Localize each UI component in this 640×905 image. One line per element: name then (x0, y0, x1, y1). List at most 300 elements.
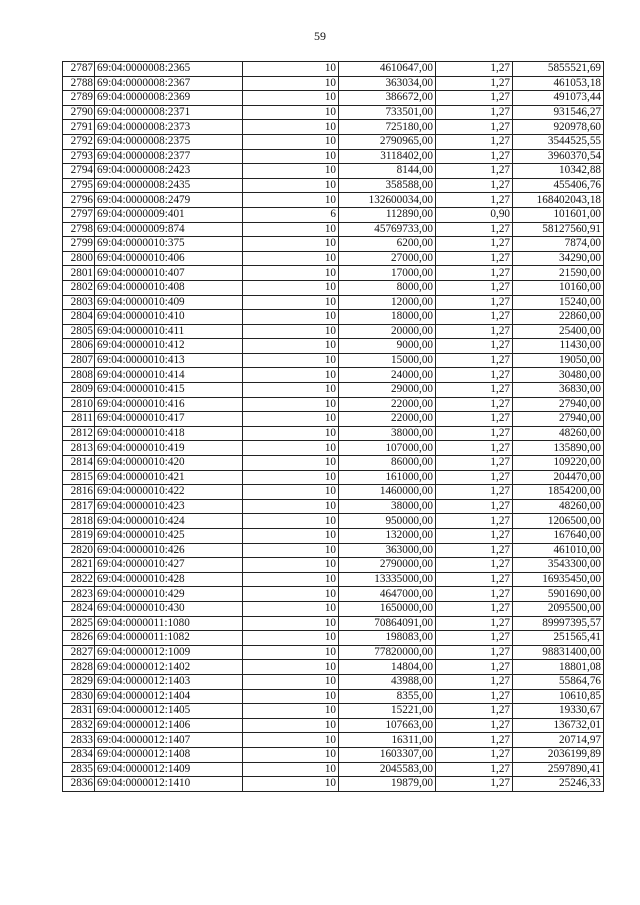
value-cell: 4647000,00 (339, 587, 436, 602)
cadastral-number-cell: 69:04:0000010:409 (95, 295, 243, 310)
row-number-cell: 2818 (63, 514, 95, 529)
cadastral-number-cell: 69:04:0000010:408 (95, 280, 243, 295)
row-number-cell: 2804 (63, 310, 95, 325)
category-cell: 10 (243, 120, 339, 135)
table-row (63, 324, 604, 339)
category-cell: 10 (243, 339, 339, 354)
row-number-cell: 2819 (63, 529, 95, 544)
category-cell: 10 (243, 266, 339, 281)
cadastral-number-cell: 69:04:0000010:416 (95, 397, 243, 412)
row-number-cell: 2833 (63, 733, 95, 748)
table-row (63, 178, 604, 193)
cadastral-number-cell: 69:04:0000010:425 (95, 529, 243, 544)
coefficient-cell: 1,27 (436, 310, 513, 325)
cadastral-number-cell: 69:04:0000012:1408 (95, 747, 243, 762)
table-row (63, 62, 604, 77)
coefficient-cell: 1,27 (436, 193, 513, 208)
category-cell: 10 (243, 441, 339, 456)
table-row (63, 631, 604, 646)
row-number-cell: 2791 (63, 120, 95, 135)
cadastral-number-cell: 69:04:0000012:1406 (95, 718, 243, 733)
table-row (63, 368, 604, 383)
table-row (63, 310, 604, 325)
category-cell: 10 (243, 237, 339, 252)
coefficient-cell: 1,27 (436, 543, 513, 558)
category-cell: 10 (243, 514, 339, 529)
category-cell: 10 (243, 91, 339, 106)
coefficient-cell: 1,27 (436, 134, 513, 149)
coefficient-cell: 1,27 (436, 499, 513, 514)
value-cell: 29000,00 (339, 383, 436, 398)
table-row (63, 207, 604, 222)
category-cell: 10 (243, 164, 339, 179)
value-cell: 198083,00 (339, 631, 436, 646)
total-cell: 3960370,54 (513, 149, 604, 164)
value-cell: 20000,00 (339, 324, 436, 339)
row-number-cell: 2809 (63, 383, 95, 398)
coefficient-cell: 1,27 (436, 91, 513, 106)
cadastral-number-cell: 69:04:0000011:1080 (95, 616, 243, 631)
total-cell: 251565,41 (513, 631, 604, 646)
value-cell: 725180,00 (339, 120, 436, 135)
coefficient-cell: 1,27 (436, 353, 513, 368)
row-number-cell: 2834 (63, 747, 95, 762)
cadastral-number-cell: 69:04:0000011:1082 (95, 631, 243, 646)
category-cell: 10 (243, 222, 339, 237)
category-cell: 10 (243, 295, 339, 310)
table-row (63, 426, 604, 441)
row-number-cell: 2801 (63, 266, 95, 281)
value-cell: 24000,00 (339, 368, 436, 383)
row-number-cell: 2800 (63, 251, 95, 266)
total-cell: 48260,00 (513, 499, 604, 514)
row-number-cell: 2814 (63, 456, 95, 471)
cadastral-number-cell: 69:04:0000008:2367 (95, 76, 243, 91)
category-cell: 10 (243, 747, 339, 762)
category-cell: 10 (243, 149, 339, 164)
coefficient-cell: 1,27 (436, 237, 513, 252)
category-cell: 10 (243, 616, 339, 631)
table-row (63, 762, 604, 777)
table-row (63, 441, 604, 456)
category-cell: 10 (243, 76, 339, 91)
row-number-cell: 2789 (63, 91, 95, 106)
coefficient-cell: 1,27 (436, 164, 513, 179)
coefficient-cell: 1,27 (436, 280, 513, 295)
coefficient-cell: 1,27 (436, 762, 513, 777)
cadastral-number-cell: 69:04:0000010:411 (95, 324, 243, 339)
row-number-cell: 2807 (63, 353, 95, 368)
cadastral-number-cell: 69:04:0000010:419 (95, 441, 243, 456)
row-number-cell: 2830 (63, 689, 95, 704)
table-row (63, 456, 604, 471)
row-number-cell: 2827 (63, 645, 95, 660)
total-cell: 55864,76 (513, 674, 604, 689)
table-body (63, 62, 604, 792)
table-row (63, 733, 604, 748)
coefficient-cell: 1,27 (436, 295, 513, 310)
category-cell: 10 (243, 412, 339, 427)
cadastral-number-cell: 69:04:0000010:422 (95, 485, 243, 500)
total-cell: 98831400,00 (513, 645, 604, 660)
coefficient-cell: 1,27 (436, 456, 513, 471)
coefficient-cell: 1,27 (436, 747, 513, 762)
total-cell: 19330,67 (513, 704, 604, 719)
value-cell: 132000,00 (339, 529, 436, 544)
category-cell: 10 (243, 193, 339, 208)
cadastral-number-cell: 69:04:0000012:1409 (95, 762, 243, 777)
cadastral-number-cell: 69:04:0000010:415 (95, 383, 243, 398)
value-cell: 950000,00 (339, 514, 436, 529)
total-cell: 27940,00 (513, 412, 604, 427)
category-cell: 10 (243, 762, 339, 777)
total-cell: 21590,00 (513, 266, 604, 281)
table-row (63, 193, 604, 208)
value-cell: 733501,00 (339, 105, 436, 120)
value-cell: 107663,00 (339, 718, 436, 733)
total-cell: 25246,33 (513, 777, 604, 792)
total-cell: 2597890,41 (513, 762, 604, 777)
total-cell: 10610,85 (513, 689, 604, 704)
total-cell: 135890,00 (513, 441, 604, 456)
total-cell: 3544525,55 (513, 134, 604, 149)
table-row (63, 76, 604, 91)
total-cell: 48260,00 (513, 426, 604, 441)
total-cell: 19050,00 (513, 353, 604, 368)
value-cell: 132600034,00 (339, 193, 436, 208)
coefficient-cell: 1,27 (436, 120, 513, 135)
total-cell: 18801,08 (513, 660, 604, 675)
cadastral-number-cell: 69:04:0000010:428 (95, 572, 243, 587)
coefficient-cell: 1,27 (436, 529, 513, 544)
coefficient-cell: 1,27 (436, 660, 513, 675)
row-number-cell: 2805 (63, 324, 95, 339)
table-row (63, 660, 604, 675)
cadastral-number-cell: 69:04:0000008:2371 (95, 105, 243, 120)
row-number-cell: 2826 (63, 631, 95, 646)
table-row (63, 529, 604, 544)
cadastral-number-cell: 69:04:0000012:1410 (95, 777, 243, 792)
value-cell: 8000,00 (339, 280, 436, 295)
cadastral-number-cell: 69:04:0000009:401 (95, 207, 243, 222)
value-cell: 17000,00 (339, 266, 436, 281)
category-cell: 10 (243, 777, 339, 792)
value-cell: 9000,00 (339, 339, 436, 354)
total-cell: 7874,00 (513, 237, 604, 252)
total-cell: 16935450,00 (513, 572, 604, 587)
table-row (63, 777, 604, 792)
category-cell: 10 (243, 397, 339, 412)
total-cell: 204470,00 (513, 470, 604, 485)
value-cell: 107000,00 (339, 441, 436, 456)
category-cell: 10 (243, 368, 339, 383)
category-cell: 6 (243, 207, 339, 222)
cadastral-number-cell: 69:04:0000010:426 (95, 543, 243, 558)
row-number-cell: 2792 (63, 134, 95, 149)
row-number-cell: 2790 (63, 105, 95, 120)
value-cell: 1650000,00 (339, 601, 436, 616)
total-cell: 10160,00 (513, 280, 604, 295)
total-cell: 1206500,00 (513, 514, 604, 529)
cadastral-table-container (62, 61, 604, 792)
category-cell: 10 (243, 543, 339, 558)
coefficient-cell: 1,27 (436, 222, 513, 237)
row-number-cell: 2836 (63, 777, 95, 792)
coefficient-cell: 1,27 (436, 558, 513, 573)
coefficient-cell: 1,27 (436, 514, 513, 529)
total-cell: 461010,00 (513, 543, 604, 558)
cadastral-number-cell: 69:04:0000010:414 (95, 368, 243, 383)
category-cell: 10 (243, 674, 339, 689)
category-cell: 10 (243, 426, 339, 441)
coefficient-cell: 1,27 (436, 777, 513, 792)
cadastral-number-cell: 69:04:0000010:412 (95, 339, 243, 354)
table-row (63, 704, 604, 719)
category-cell: 10 (243, 62, 339, 77)
coefficient-cell: 1,27 (436, 383, 513, 398)
cadastral-number-cell: 69:04:0000012:1402 (95, 660, 243, 675)
value-cell: 6200,00 (339, 237, 436, 252)
row-number-cell: 2808 (63, 368, 95, 383)
value-cell: 161000,00 (339, 470, 436, 485)
category-cell: 10 (243, 134, 339, 149)
row-number-cell: 2813 (63, 441, 95, 456)
cadastral-number-cell: 69:04:0000010:430 (95, 601, 243, 616)
total-cell: 3543300,00 (513, 558, 604, 573)
table-row (63, 353, 604, 368)
coefficient-cell: 1,27 (436, 485, 513, 500)
row-number-cell: 2832 (63, 718, 95, 733)
category-cell: 10 (243, 251, 339, 266)
row-number-cell: 2811 (63, 412, 95, 427)
table-row (63, 149, 604, 164)
value-cell: 70864091,00 (339, 616, 436, 631)
coefficient-cell: 1,27 (436, 178, 513, 193)
table-row (63, 514, 604, 529)
table-row (63, 397, 604, 412)
row-number-cell: 2829 (63, 674, 95, 689)
coefficient-cell: 1,27 (436, 324, 513, 339)
row-number-cell: 2796 (63, 193, 95, 208)
value-cell: 8355,00 (339, 689, 436, 704)
table-row (63, 91, 604, 106)
total-cell: 27940,00 (513, 397, 604, 412)
total-cell: 461053,18 (513, 76, 604, 91)
category-cell: 10 (243, 689, 339, 704)
row-number-cell: 2820 (63, 543, 95, 558)
value-cell: 14804,00 (339, 660, 436, 675)
category-cell: 10 (243, 485, 339, 500)
table-row (63, 718, 604, 733)
cadastral-number-cell: 69:04:0000010:413 (95, 353, 243, 368)
table-row (63, 164, 604, 179)
coefficient-cell: 1,27 (436, 368, 513, 383)
table-row (63, 280, 604, 295)
coefficient-cell: 1,27 (436, 76, 513, 91)
row-number-cell: 2812 (63, 426, 95, 441)
value-cell: 18000,00 (339, 310, 436, 325)
table-row (63, 339, 604, 354)
cadastral-number-cell: 69:04:0000010:421 (95, 470, 243, 485)
cadastral-number-cell: 69:04:0000010:417 (95, 412, 243, 427)
table-row (63, 499, 604, 514)
row-number-cell: 2825 (63, 616, 95, 631)
value-cell: 363034,00 (339, 76, 436, 91)
cadastral-number-cell: 69:04:0000010:375 (95, 237, 243, 252)
coefficient-cell: 1,27 (436, 572, 513, 587)
total-cell: 58127560,91 (513, 222, 604, 237)
table-row (63, 645, 604, 660)
row-number-cell: 2802 (63, 280, 95, 295)
cadastral-number-cell: 69:04:0000008:2423 (95, 164, 243, 179)
category-cell: 10 (243, 280, 339, 295)
value-cell: 2790000,00 (339, 558, 436, 573)
value-cell: 15000,00 (339, 353, 436, 368)
table-row (63, 470, 604, 485)
value-cell: 3118402,00 (339, 149, 436, 164)
table-row (63, 572, 604, 587)
cadastral-number-cell: 69:04:0000010:427 (95, 558, 243, 573)
cadastral-number-cell: 69:04:0000012:1405 (95, 704, 243, 719)
coefficient-cell: 1,27 (436, 397, 513, 412)
cadastral-number-cell: 69:04:0000012:1009 (95, 645, 243, 660)
category-cell: 10 (243, 631, 339, 646)
row-number-cell: 2798 (63, 222, 95, 237)
category-cell: 10 (243, 470, 339, 485)
coefficient-cell: 1,27 (436, 149, 513, 164)
table-row (63, 543, 604, 558)
coefficient-cell: 1,27 (436, 266, 513, 281)
value-cell: 2790965,00 (339, 134, 436, 149)
category-cell: 10 (243, 499, 339, 514)
table-row (63, 747, 604, 762)
table-row (63, 674, 604, 689)
cadastral-number-cell: 69:04:0000010:407 (95, 266, 243, 281)
category-cell: 10 (243, 733, 339, 748)
total-cell: 15240,00 (513, 295, 604, 310)
total-cell: 10342,88 (513, 164, 604, 179)
row-number-cell: 2815 (63, 470, 95, 485)
table-row (63, 222, 604, 237)
value-cell: 13335000,00 (339, 572, 436, 587)
total-cell: 36830,00 (513, 383, 604, 398)
table-row (63, 251, 604, 266)
cadastral-number-cell: 69:04:0000010:418 (95, 426, 243, 441)
cadastral-number-cell: 69:04:0000010:420 (95, 456, 243, 471)
cadastral-number-cell: 69:04:0000008:2373 (95, 120, 243, 135)
table-row (63, 412, 604, 427)
total-cell: 168402043,18 (513, 193, 604, 208)
value-cell: 8144,00 (339, 164, 436, 179)
value-cell: 1603307,00 (339, 747, 436, 762)
total-cell: 30480,00 (513, 368, 604, 383)
value-cell: 12000,00 (339, 295, 436, 310)
coefficient-cell: 1,27 (436, 631, 513, 646)
cadastral-number-cell: 69:04:0000010:423 (95, 499, 243, 514)
cadastral-number-cell: 69:04:0000008:2377 (95, 149, 243, 164)
table-row (63, 383, 604, 398)
category-cell: 10 (243, 383, 339, 398)
total-cell: 1854200,00 (513, 485, 604, 500)
total-cell: 2095500,00 (513, 601, 604, 616)
cadastral-number-cell: 69:04:0000009:874 (95, 222, 243, 237)
value-cell: 77820000,00 (339, 645, 436, 660)
total-cell: 920978,60 (513, 120, 604, 135)
value-cell: 363000,00 (339, 543, 436, 558)
value-cell: 86000,00 (339, 456, 436, 471)
value-cell: 16311,00 (339, 733, 436, 748)
row-number-cell: 2817 (63, 499, 95, 514)
row-number-cell: 2803 (63, 295, 95, 310)
total-cell: 5855521,69 (513, 62, 604, 77)
row-number-cell: 2816 (63, 485, 95, 500)
cadastral-number-cell: 69:04:0000008:2479 (95, 193, 243, 208)
category-cell: 10 (243, 587, 339, 602)
coefficient-cell: 1,27 (436, 704, 513, 719)
row-number-cell: 2788 (63, 76, 95, 91)
total-cell: 11430,00 (513, 339, 604, 354)
value-cell: 386672,00 (339, 91, 436, 106)
table-row (63, 295, 604, 310)
table-row (63, 601, 604, 616)
cadastral-table (62, 61, 604, 792)
category-cell: 10 (243, 660, 339, 675)
table-row (63, 134, 604, 149)
category-cell: 10 (243, 601, 339, 616)
total-cell: 109220,00 (513, 456, 604, 471)
category-cell: 10 (243, 456, 339, 471)
coefficient-cell: 1,27 (436, 339, 513, 354)
table-row (63, 105, 604, 120)
cadastral-number-cell: 69:04:0000008:2365 (95, 62, 243, 77)
coefficient-cell: 1,27 (436, 689, 513, 704)
cadastral-number-cell: 69:04:0000008:2369 (95, 91, 243, 106)
page-number: 59 (314, 29, 326, 43)
table-row (63, 558, 604, 573)
total-cell: 5901690,00 (513, 587, 604, 602)
category-cell: 10 (243, 572, 339, 587)
cadastral-number-cell: 69:04:0000012:1407 (95, 733, 243, 748)
row-number-cell: 2828 (63, 660, 95, 675)
table-row (63, 587, 604, 602)
total-cell: 89997395,57 (513, 616, 604, 631)
coefficient-cell: 1,27 (436, 601, 513, 616)
table-row (63, 266, 604, 281)
row-number-cell: 2797 (63, 207, 95, 222)
value-cell: 2045583,00 (339, 762, 436, 777)
coefficient-cell: 1,27 (436, 251, 513, 266)
cadastral-number-cell: 69:04:0000010:424 (95, 514, 243, 529)
coefficient-cell: 1,27 (436, 62, 513, 77)
row-number-cell: 2835 (63, 762, 95, 777)
row-number-cell: 2794 (63, 164, 95, 179)
table-row (63, 689, 604, 704)
value-cell: 358588,00 (339, 178, 436, 193)
row-number-cell: 2806 (63, 339, 95, 354)
category-cell: 10 (243, 529, 339, 544)
value-cell: 45769733,00 (339, 222, 436, 237)
cadastral-number-cell: 69:04:0000012:1404 (95, 689, 243, 704)
total-cell: 2036199,89 (513, 747, 604, 762)
value-cell: 1460000,00 (339, 485, 436, 500)
table-row (63, 485, 604, 500)
total-cell: 101601,00 (513, 207, 604, 222)
category-cell: 10 (243, 704, 339, 719)
value-cell: 43988,00 (339, 674, 436, 689)
category-cell: 10 (243, 558, 339, 573)
cadastral-number-cell: 69:04:0000008:2435 (95, 178, 243, 193)
category-cell: 10 (243, 324, 339, 339)
